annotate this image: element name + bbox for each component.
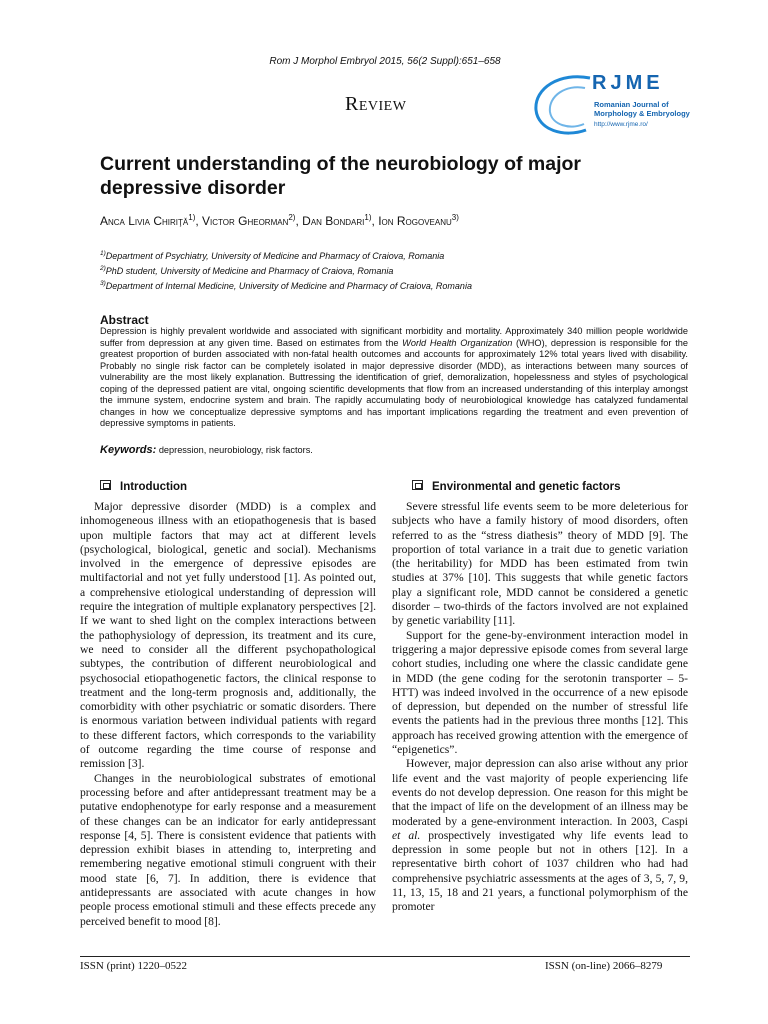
introduction-heading: Introduction [100, 480, 187, 493]
abstract-heading: Abstract [100, 313, 149, 327]
author-name: Ion Rogoveanu [378, 214, 452, 228]
affiliation: $^{1)}$Department of Psychiatry, University of Medicine and Pharmacy of Craiova, Romania [100, 250, 445, 261]
issn-print: ISSN (print) 1220–0522 [80, 960, 187, 972]
issn-online: ISSN (on-line) 2066–8279 [545, 960, 663, 972]
keywords-label: Keywords: [100, 444, 157, 456]
section-window-icon [100, 480, 111, 490]
author-name: Dan Bondari [302, 214, 365, 228]
logo-url: http://www.rjme.ro/ [594, 121, 648, 128]
section-window-icon [412, 480, 423, 490]
keywords [100, 444, 688, 456]
paragraph: Changes in the neurobiological substrates of emotional processing before and after antidepressant treatment may be a putative endophenotype for early response and a measurement of these changes can be an indicator for early antidepressant response [4, 5]. There is consistent evidence that patients with depression exhibit biases in attending to, interpreting and remembering negative emotional stimuli congruent with their mood state [6, 7]. In addition, there is evidence that antidepressants are associated with acute changes in how people process emotional stimuli and these effects precede any perceived benefit to mood [8]. [80, 771, 376, 928]
author-name: Victor Gheorman [202, 214, 289, 228]
author-name: Anca Livia Chiriţă [100, 214, 189, 228]
logo-title: RJME [592, 72, 664, 94]
logo-subtitle-1: Romanian Journal of [594, 100, 669, 109]
paragraph: Severe stressful life events seem to be more deleterious for subjects who have a family history of mood disorders, often referred to as the “stress diathesis” theory of MDD [9]. The proportion of total variance in a trait due to genetic variation (the heritability) for MDD has been estimated from twin studies at 37% [10]. This suggests that while genetic factors play a significant role, MDD cannot be considered a genetic disorder – two-thirds of the factors involved are not explained by genetic variability [11]. [392, 500, 688, 628]
affiliation: $^{3)}$Department of Internal Medicine, University of Medicine and Pharmacy of Craiova, Romania [100, 280, 472, 291]
footer-rule [80, 956, 690, 957]
logo-subtitle-2: Morphology & Embryology [594, 109, 690, 118]
environmental-genetic-heading: Environmental and genetic factors [412, 480, 621, 493]
article-title: Current understanding of the neurobiology of major depressive disorder [100, 153, 581, 199]
journal-logo [530, 70, 700, 140]
affiliation: $^{2)}$PhD student, University of Medicine and Pharmacy of Craiova, Romania [100, 265, 394, 276]
author-affiliation-mark: 3) [451, 213, 459, 222]
left-column [80, 500, 376, 929]
paragraph: However, major depression can also arise without any prior life event and the vast majority of people experiencing life events do not develop depression. One reason for this might be that the impact of life on the development of an illness may be moderated by a gene-environment interaction. In 2003, Caspi et al. prospectively investigated why life events lead to depression in some people but not in others [12]. In a representative birth cohort of 1037 children who had had comprehensive psychiatric assessments at the ages of 3, 5, 7, 9, 11, 13, 15, 18 and 21 years, a functional polymorphism of the promoter [392, 757, 688, 914]
section-label: Review [345, 93, 407, 115]
keywords-list: depression, neurobiology, risk factors. [158, 445, 313, 455]
author-affiliation-mark: 2) [288, 213, 296, 222]
logo-swirl-icon [530, 70, 600, 140]
author-list: Anca Livia Chiriţă$^{1)}$, Victor Gheorman$^{2)}$, Dan Bondari$^{1)}$, Ion Rogoveanu$^{3)}$ [100, 213, 459, 228]
paragraph: Major depressive disorder (MDD) is a complex and inhomogeneous illness with an etiopathogenesis that is based upon multiple factors that may act at different levels (psychological, biological, genetic and social). Mechanisms involved in the emergence of depressive episodes are multifactorial and not yet fully understood [1]. As pointed out, a comprehensive etiological understanding of depression will require the integration of multiple explanatory perspectives [2]. If we want to shed light on the complex interactions between the pathophysiology of depression, its treatment and its cure, we need to consider all the different psychopathological subtypes, the contribution of different neurobiological and psychosocial etiopathogenetic factors, the clinical response to treatment and the long-term prognosis and, additionally, the comorbidity with other psychiatric or somatic disorders. There is enormous variation between individual patients with regard to these different factors, which corresponds to the variability of outcome regarding the time course of response and remission [3]. [80, 500, 376, 771]
right-column [392, 500, 688, 915]
abstract-text: Depression is highly prevalent worldwide and associated with significant morbidity and mortality. Approximately 340 million people worldwide suffer from depression at any given time. Based on estimates from the World Health Organization (WHO), depression is responsible for the greatest proportion of burden associated with non-fatal health outcomes and accounts for approximately 12% total years lived with disability. Probably no single risk factor can be completely isolated in major depressive disorder (MDD), as interactions between many sources of vulnerability are the most likely explanation. Buttressing the identification of grief, demoralization, hopelessness and styles of psychological coping of the depressed patient are vital, ongoing scientific developments that flow from an increased understanding of this interplay amongst the immune system, endocrine system and brain. The rapidly accumulating body of neurobiological knowledge has catalyzed fundamental changes in how we conceptualize depressive symptoms and has important implications regarding the treatment and even prevention of depressive symptoms in patients. [100, 326, 688, 428]
author-affiliation-mark: 1) [364, 213, 372, 222]
journal-citation: Rom J Morphol Embryol 2015, 56(2 Suppl):651–658 [269, 56, 501, 67]
paragraph: Support for the gene-by-environment interaction model in triggering a major depressive episode comes from several large cohort studies, including one where the classic candidate gene in MDD (the gene coding for the serotonin transporter – 5-HTT) was indeed involved in the occurrence of a new episode of depression, but depended on the number of stressful life events the patients had in the previous three months [12]. This approach has received growing attention with the emergence of “epigenetics”. [392, 628, 688, 757]
author-affiliation-mark: 1) [188, 213, 196, 222]
